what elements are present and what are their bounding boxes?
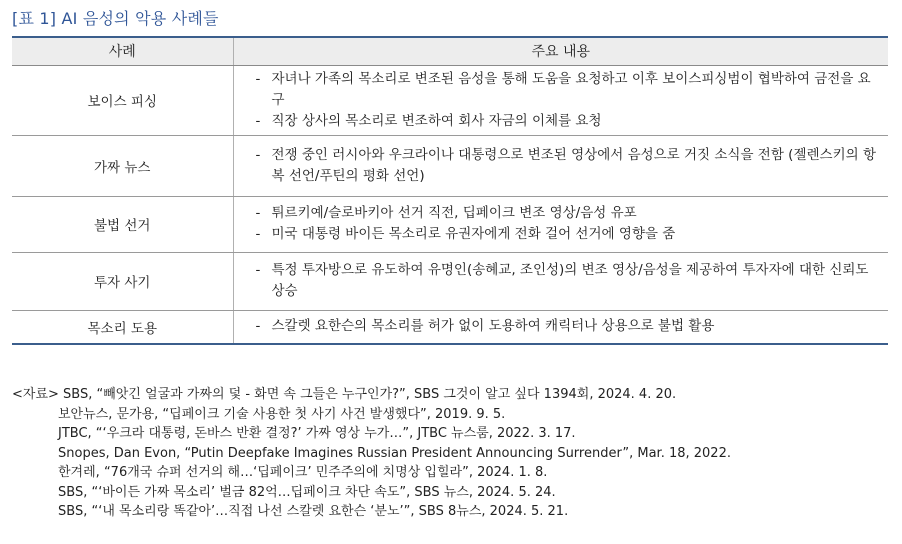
list-item: - 스칼렛 요한슨의 목소리를 허가 없이 도용하여 캐릭터나 상용으로 불법 활용 [255,318,715,335]
source-label: <자료> [12,387,59,402]
case-content [233,135,888,196]
table-title: [표 1] AI 음성의 악용 사례들 [12,9,219,28]
table-row [12,65,888,135]
column-header-content: 주요 내용 [233,37,888,65]
case-name: 불법 선거 [12,196,233,252]
case-content [233,252,888,310]
source-line: SBS, “‘바이든 가짜 목소리’ 벌금 82억…딥페이크 차단 속도”, SBS 뉴스, 2024. 5. 24. [58,484,556,500]
case-content [233,65,888,135]
case-name: 목소리 도용 [12,310,233,344]
case-content [233,196,888,252]
list-item: - 자녀나 가족의 목소리로 변조된 음성을 통해 도움을 요청하고 이후 보이스피싱범이 협박하여 금전을 요구 [255,70,871,108]
case-name: 투자 사기 [12,252,233,310]
case-name: 보이스 피싱 [12,65,233,135]
column-header-case: 사례 [12,37,233,65]
case-name: 가짜 뉴스 [12,135,233,196]
source-line: <자료> SBS, “빼앗긴 얼굴과 가짜의 덫 - 화면 속 그들은 누구인가?”, SBS 그것이 알고 싶다 1394회, 2024. 4. 20. [12,387,677,402]
source-line: 보안뉴스, 문가용, “딥페이크 기술 사용한 첫 사기 사건 발생했다”, 2019. 9. 5. [58,406,506,422]
source-line: Snopes, Dan Evon, “Putin Deepfake Imagines Russian President Announcing Surrender”, Mar. 18, 2022. [58,445,731,461]
list-item: - 직장 상사의 목소리로 변조하여 회사 자금의 이체를 요청 [255,112,602,129]
table-row [12,310,888,344]
list-item: - 전쟁 중인 러시아와 우크라이나 대통령으로 변조된 영상에서 음성으로 거짓 소식을 전함 (젤렌스키의 항복 선언/푸틴의 평화 선언) [255,146,876,184]
list-item: - 특정 투자방으로 유도하여 유명인(송혜교, 조인성)의 변조 영상/음성을 제공하여 투자자에 대한 신뢰도 상승 [255,262,869,299]
cases-table [12,36,888,345]
source-line: JTBC, “‘우크라 대통령, 돈바스 반환 결정?’ 가짜 영상 누가…”, JTBC 뉴스룸, 2022. 3. 17. [58,426,576,441]
table-header-row [12,37,888,65]
table-row [12,196,888,252]
source-list [12,385,892,522]
source-line: 한겨레, “76개국 슈퍼 선거의 해…‘딥페이크’ 민주주의에 치명상 입힐라”, 2024. 1. 8. [58,465,548,480]
list-item: - 튀르키예/슬로바키아 선거 직전, 딥페이크 변조 영상/음성 유포 [255,205,637,221]
source-line: SBS, “‘내 목소리랑 똑같아’…직접 나선 스칼렛 요한슨 ‘분노’”, SBS 8뉴스, 2024. 5. 21. [58,504,569,519]
table-row [12,252,888,310]
case-content [233,310,888,344]
list-item: - 미국 대통령 바이든 목소리로 유권자에게 전화 걸어 선거에 영향을 줌 [255,226,676,242]
table-row [12,135,888,196]
